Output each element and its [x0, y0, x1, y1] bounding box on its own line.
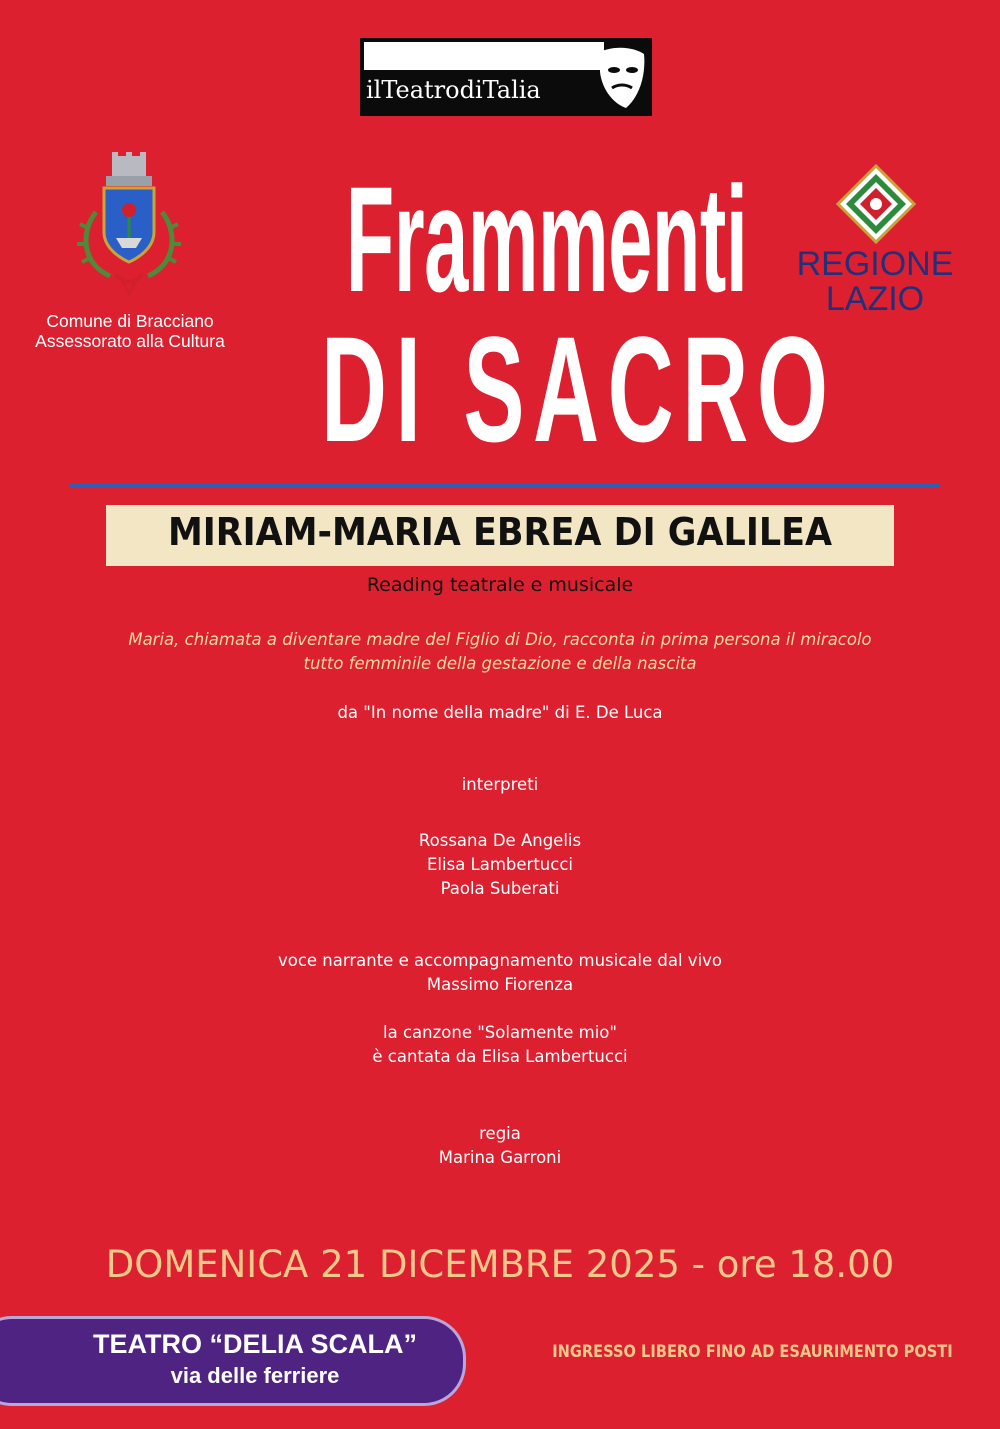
venue-name: TEATRO “DELIA SCALA” — [93, 1329, 417, 1359]
voce-name: Massimo Fiorenza — [426, 975, 574, 994]
cast-member: Paola Suberati — [440, 879, 560, 898]
description-line: tutto femminile della gestazione e della nascita — [303, 654, 697, 673]
theatre-mask-icon — [592, 44, 648, 114]
source-credit: da "In nome della madre" di E. De Luca — [337, 703, 663, 722]
show-title: MIRIAM-MARIA EBREA DI GALILEA — [167, 510, 833, 554]
teatro-logo — [360, 38, 652, 116]
teatro-logo-text: ilTeatrodiTalia — [366, 76, 541, 104]
title-di-sacro: DI SACRO — [320, 305, 837, 473]
cast-member: Rossana De Angelis — [418, 831, 582, 850]
description-line: Maria, chiamata a diventare madre del Figlio di Dio, racconta in prima persona il miracolo — [128, 630, 872, 649]
comune-name: Comune di Bracciano — [46, 311, 214, 331]
canzone-line: è cantata da Elisa Lambertucci — [372, 1047, 628, 1066]
interpreti-label: interpreti — [461, 775, 539, 794]
cast-member: Elisa Lambertucci — [427, 855, 573, 874]
venue-address: via delle ferriere — [170, 1363, 340, 1388]
lazio-label: LAZIO — [825, 280, 925, 318]
regione-lazio-emblem-icon — [836, 164, 916, 244]
regia-label: regia — [479, 1124, 521, 1143]
voce-label: voce narrante e accompagnamento musicale dal vivo — [277, 951, 723, 970]
regia-name: Marina Garroni — [438, 1148, 562, 1167]
bracciano-crest-icon — [66, 152, 192, 302]
comune-department: Assessorato alla Cultura — [35, 331, 225, 351]
free-entry-note: INGRESSO LIBERO FINO AD ESAURIMENTO POSTI — [552, 1342, 953, 1362]
logo-band — [364, 42, 604, 70]
title-frammenti: Frammenti — [345, 155, 748, 323]
divider-line — [70, 483, 940, 487]
regione-label: REGIONE — [796, 245, 954, 283]
show-subtitle: Reading teatrale e musicale — [366, 574, 634, 596]
canzone-line: la canzone "Solamente mio" — [383, 1023, 617, 1042]
event-date: DOMENICA 21 DICEMBRE 2025 - ore 18.00 — [105, 1243, 895, 1286]
